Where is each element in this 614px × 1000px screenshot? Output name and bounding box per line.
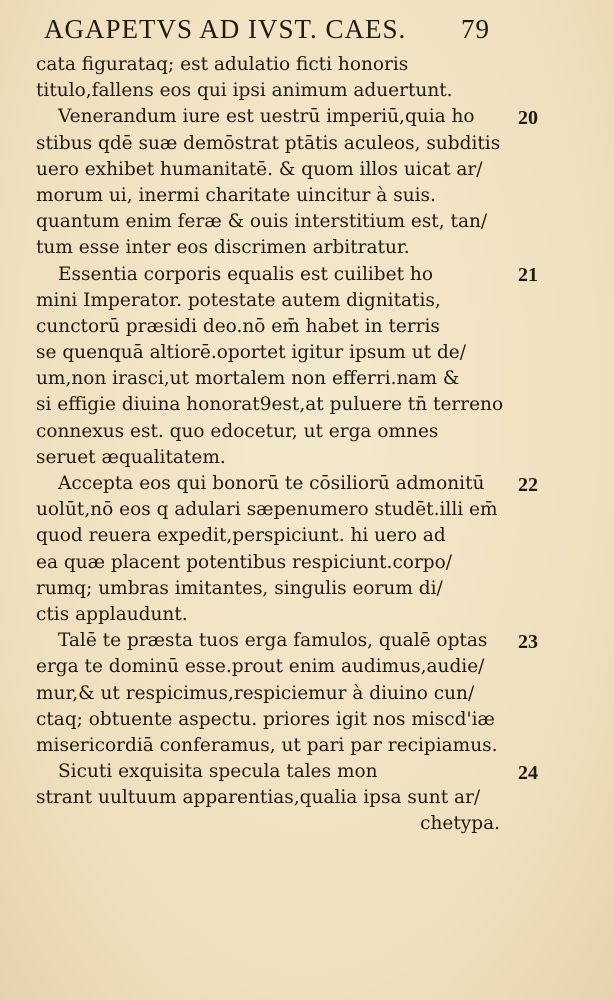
text-line: ea quæ placent potentibus respiciunt.corpo/ <box>36 551 452 573</box>
text-line-paragraph-start: Venerandum iure est uestrū imperiū,quia ho <box>58 106 475 128</box>
text-line-paragraph-start: Accepta eos qui bonorū te cōsiliorū admonitū <box>58 473 485 494</box>
text-line: seruet æqualitatem. <box>36 446 226 468</box>
margin-number: 23 <box>518 631 538 653</box>
text-line: si effigie diuina honorat9est,at puluere tn̄ terreno <box>36 394 504 416</box>
text-block <box>36 52 506 838</box>
page-number: 79 <box>461 14 490 44</box>
running-head <box>44 14 490 50</box>
text-line: rumq; umbras imitantes, singulis eorum di/ <box>36 577 443 599</box>
text-line-paragraph-start: Sicuti exquisita specula tales mon <box>58 761 378 783</box>
margin-number: 24 <box>518 762 538 784</box>
text-line: morum ui, inermi charitate uincitur à suis. <box>36 184 436 206</box>
text-line: um,non irasci,ut mortalem non efferri.nam & <box>36 368 460 390</box>
margin-number: 21 <box>518 264 538 286</box>
text-line: ctis applaudunt. <box>36 603 188 625</box>
text-line: mini Imperator. potestate autem dignitatis, <box>36 289 441 311</box>
text-line: titulo,fallens eos qui ipsi animum aduertunt. <box>36 80 453 102</box>
text-line-paragraph-start: Talē te præsta tuos erga famulos, qualē optas <box>58 630 488 652</box>
text-line: connexus est. quo edocetur, ut erga omnes <box>36 420 439 442</box>
text-line-catchword: chetypa. <box>420 813 500 835</box>
text-line: quod reuera expedit,perspiciunt. hi uero ad <box>36 525 446 547</box>
text-line: se quenquā altiorē.oportet igitur ipsum ut de/ <box>36 342 466 364</box>
text-line: cata figurataq; est adulatio ficti honoris <box>36 54 409 75</box>
text-line: cunctorū præsidi deo.nō em̄ habet in terris <box>36 315 440 337</box>
text-line: stibus qdē suæ demōstrat ptātis aculeos, subditis <box>36 132 501 154</box>
text-line: uero exhibet humanitatē. & quom illos uicat ar/ <box>36 158 483 180</box>
running-title: AGAPETVS AD IVST. CAES. <box>44 14 407 44</box>
text-line: strant uultuum apparentias,qualia ipsa sunt ar/ <box>36 787 481 809</box>
text-line: mur,& ut respicimus,respiciemur à diuino cun/ <box>36 682 475 704</box>
text-line: uolūt,nō eos q adulari sæpenumero studēt.illi em̄ <box>36 499 498 521</box>
text-line: quantum enim feræ & ouis interstitium est, tan/ <box>36 211 488 233</box>
text-line: ctaq; obtuente aspectu. priores igit nos miscd'iæ <box>36 708 495 730</box>
text-line: misericordiā conferamus, ut pari par recipiamus. <box>36 734 498 756</box>
margin-number: 20 <box>518 107 538 129</box>
text-line: tum esse inter eos discrimen arbitratur. <box>36 237 410 259</box>
text-line-paragraph-start: Essentia corporis equalis est cuilibet ho <box>58 263 433 285</box>
margin-number: 22 <box>518 474 538 496</box>
text-line: erga te dominū esse.prout enim audimus,audie/ <box>36 656 485 678</box>
